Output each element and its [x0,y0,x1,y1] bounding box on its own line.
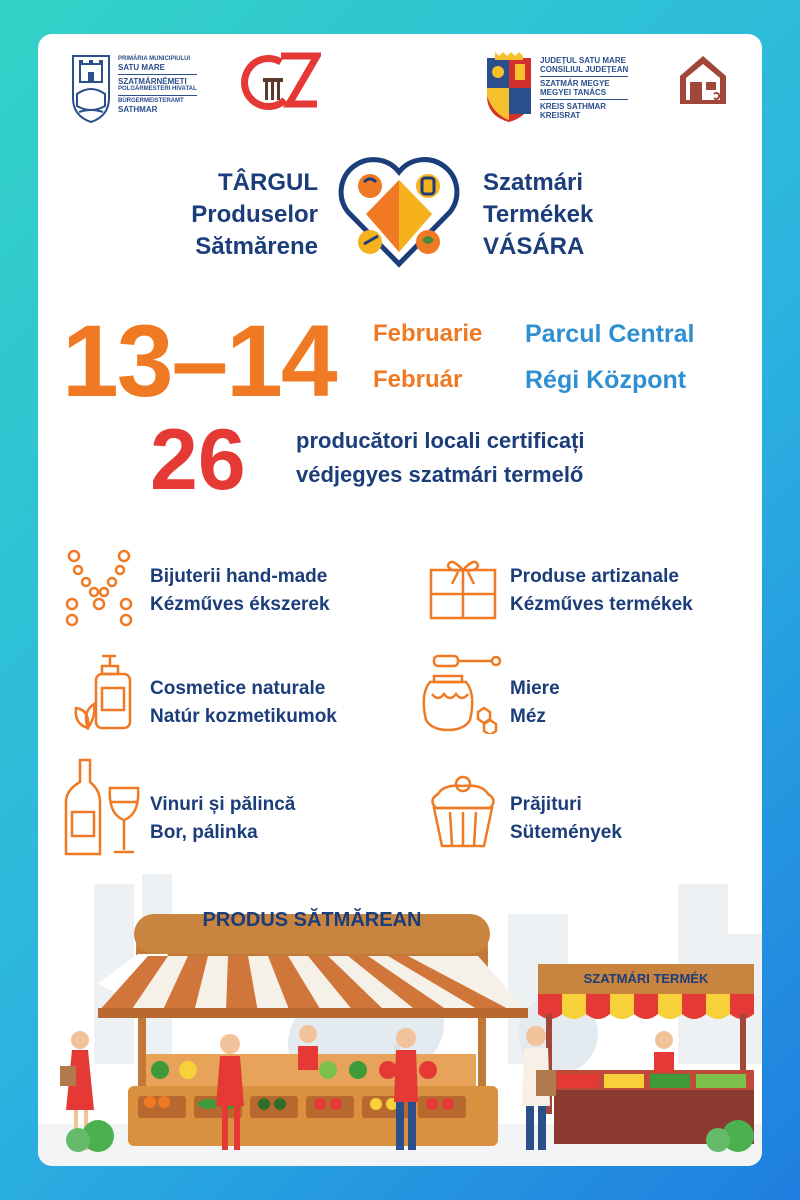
city-ro: SATU MARE [118,63,165,72]
feature-cosmetics [150,675,337,731]
barn-icon [676,52,730,108]
producer-count: 26 [150,412,246,508]
county-de: KREIS SATHMAR [540,99,628,111]
logo-row [38,34,762,144]
title-ro-line3: Sătmărene [195,233,318,260]
title-hu-line1: Szatmári [483,169,584,196]
county-crest-icon [485,52,533,124]
city-hu-small: POLGÁRMESTERI HIVATAL [118,86,197,92]
stall-sign-right [538,964,754,994]
feature-jewelry [150,563,330,619]
feature-cakes [510,791,622,847]
feature-crafts [510,563,693,619]
cosmetics-icon [72,654,136,732]
feature-wine-ro: Vinuri și pălincă [150,794,296,815]
title-hu [483,167,683,263]
feature-honey-ro: Miere [510,678,560,699]
title-ro-line2: Produselor [191,201,318,228]
county-hu: SZATMÁR MEGYE [540,76,628,88]
county-ro: JUDEȚUL SATU MARE [540,56,626,65]
feature-jewelry-hu: Kézműves ékszerek [150,594,330,615]
stall-sign-left [134,900,490,940]
county-logo-text [540,56,628,120]
county-hu2: MEGYEI TANÁCS [540,88,607,97]
place-ro: Parcul Central [525,320,695,348]
month-ro: Februarie [373,320,483,347]
city-ro-small: PRIMĂRIA MUNICIPIULUI [118,56,191,62]
title-hu-line3: VÁSÁRA [483,233,585,260]
city-hu: SZATMÁRNÉMETI [118,74,197,86]
jewelry-icon [64,548,134,628]
county-ro2: CONSILIUL JUDEȚEAN [540,65,629,74]
city-logo-text [118,56,197,114]
feature-honey-hu: Méz [510,706,546,727]
sz-monogram-icon [241,52,321,114]
feature-wine-hu: Bor, pálinka [150,822,258,843]
cupcake-icon [428,774,498,848]
title-ro [148,167,318,263]
place-hu: Régi Központ [525,366,687,394]
feature-cakes-hu: Sütemények [510,822,622,843]
feature-wine [150,791,295,847]
wine-icon [62,758,142,858]
city-de-small: BÜRGERMEISTERAMT [118,95,197,105]
feature-crafts-ro: Produse artizanale [510,566,679,587]
honey-icon [422,654,504,734]
feature-cosmetics-hu: Natúr kozmetikumok [150,706,337,727]
county-de2: KREISRAT [540,111,581,120]
gift-box-icon [428,556,498,622]
heart-logo-icon [334,152,464,272]
title-hu-line2: Termékek [483,201,594,228]
producers-hu: védjegyes szatmári termelő [296,462,584,487]
feature-jewelry-ro: Bijuterii hand-made [150,566,328,587]
feature-cosmetics-ro: Cosmetice naturale [150,678,326,699]
feature-honey [510,675,560,731]
city-crest-icon [71,54,111,124]
stall-sign-right-label: SZATMÁRI TERMÉK [583,971,709,986]
title-ro-line1: TÂRGUL [218,169,318,196]
month-hu: Február [373,366,463,393]
city-de: SATHMAR [118,105,158,114]
poster-card [38,34,762,1166]
producers-ro: producători locali certificați [296,428,585,453]
feature-crafts-hu: Kézműves termékek [510,594,693,615]
feature-cakes-ro: Prăjituri [510,794,582,815]
stall-sign-left-label: PRODUS SĂTMĂREAN [202,909,422,931]
event-dates: 13–14 [62,304,336,418]
